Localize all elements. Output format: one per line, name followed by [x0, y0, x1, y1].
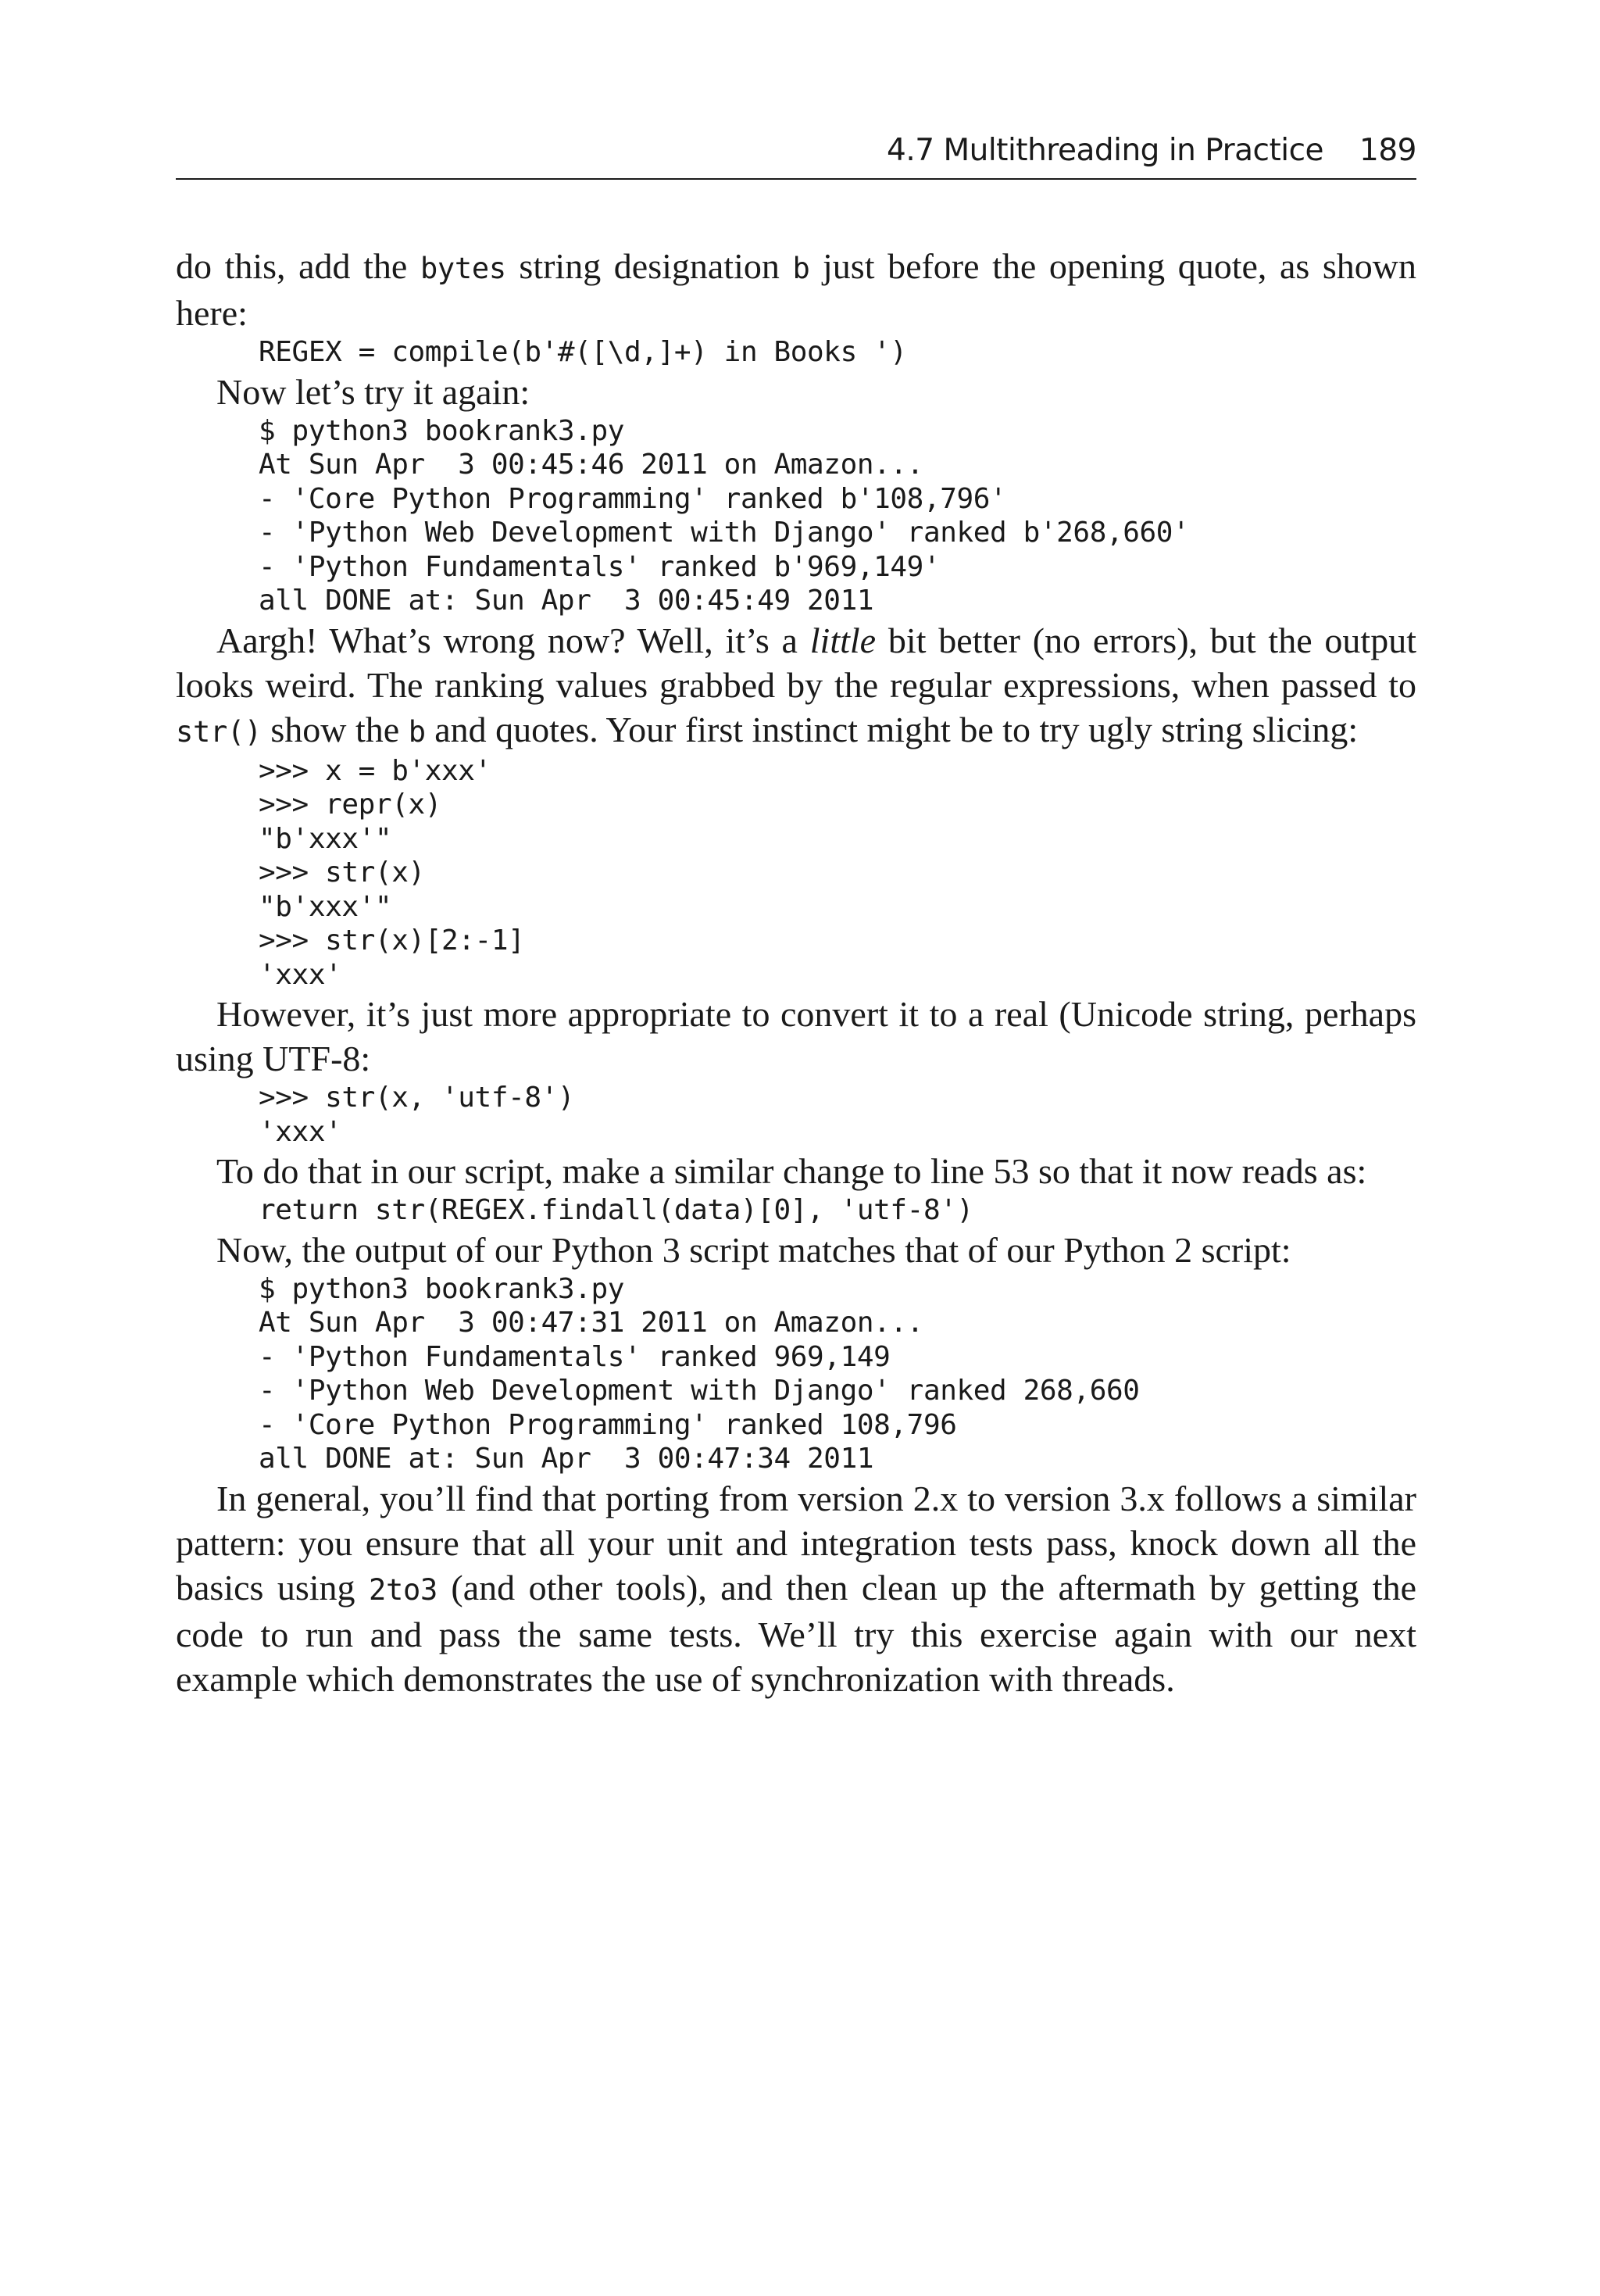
code-block: REGEX = compile(b'#([\d,]+) in Books '): [259, 336, 907, 368]
code-block: >>> x = b'xxx' >>> repr(x) "b'xxx'" >>> str(x) "b'xxx'" >>> str(x)[2:-1] 'xxx': [259, 754, 525, 991]
code-block: $ python3 bookrank3.py At Sun Apr 3 00:45:46 2011 on Amazon... - 'Core Python Programming' ranked b'108,796' - 'Python Web Development with Django' ranked b'268,660' - 'Python Fundamentals' ranked b'969,149' all DONE at: Sun Apr 3 00:45:49 2011: [259, 414, 1190, 617]
paragraph: [176, 244, 1416, 335]
text-run: Aargh! What’s wrong now? Well, it’s a: [216, 620, 810, 660]
paragraph: However, it’s just more appropriate to convert it to a real (Unicode string, perhaps using UTF-8:: [176, 994, 1416, 1078]
code-block: $ python3 bookrank3.py At Sun Apr 3 00:47:31 2011 on Amazon... - 'Python Fundamentals' ranked 969,149 - 'Python Web Development with Django' ranked 268,660 - 'Core Python Programming' ranked 108,796 all DONE at: Sun Apr 3 00:47:34 2011: [259, 1272, 1140, 1475]
paragraph: Now let’s try it again:: [216, 371, 530, 412]
inline-code: b: [792, 252, 810, 285]
paragraph: To do that in our script, make a similar change to line 53 so that it now reads as:: [216, 1151, 1367, 1191]
paragraph: [176, 1476, 1416, 1701]
inline-code: bytes: [420, 252, 506, 285]
text-run: string designation: [505, 246, 793, 286]
text-run: (and other tools), and then clean up the aftermath by getting the code to run and pass the same tests. We’ll try this exercise again with our next example which demonstrates the use of synchronization with threads.: [176, 1567, 1416, 1699]
inline-code: 2to3: [369, 1572, 438, 1607]
running-head: [176, 119, 1416, 166]
text-run: bit better (no errors), but the output looks weird. The ranking values grabbed by the regular expressions, when passed to: [176, 620, 1416, 705]
text-run: do this, add the: [176, 246, 420, 286]
page-content: [176, 244, 1416, 1701]
code-block: return str(REGEX.findall(data)[0], 'utf-8'): [259, 1194, 973, 1226]
paragraph: [176, 618, 1416, 754]
text-run: In general, you’ll find that porting from version 2.x to version 3.x follows a similar pattern: you ensure that all your unit and integration tests pass, knock down all the basics using: [176, 1478, 1416, 1608]
section-title: 4.7 Multithreading in Practice: [887, 133, 1324, 168]
paragraph: Now, the output of our Python 3 script matches that of our Python 2 script:: [216, 1229, 1291, 1270]
text-run: just before the opening quote, as shown here:: [176, 246, 1417, 333]
inline-code: str(): [176, 714, 262, 749]
page-number: 189: [1359, 133, 1416, 168]
code-block: >>> str(x, 'utf-8') 'xxx': [259, 1082, 575, 1148]
emphasis: little: [809, 620, 877, 660]
header-rule: [176, 178, 1416, 180]
text-run: show the: [261, 709, 409, 749]
inline-code: b: [408, 714, 426, 749]
text-run: and quotes. Your first instinct might be to try ugly string slicing:: [425, 709, 1359, 749]
